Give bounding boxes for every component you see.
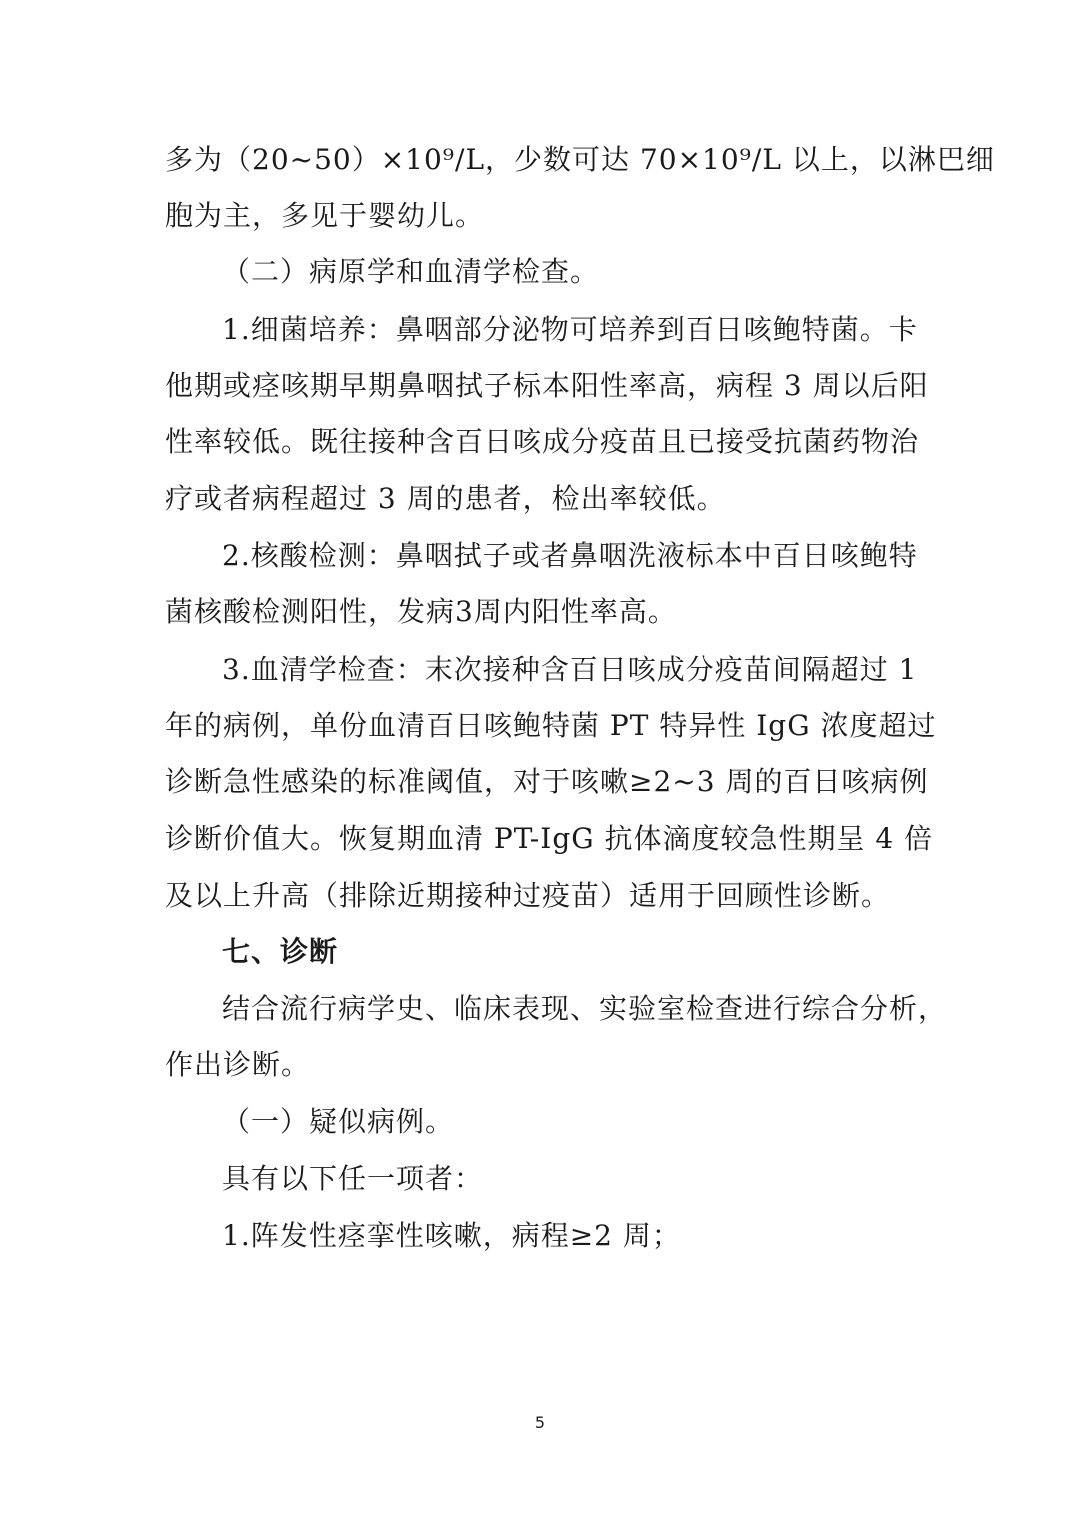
body-text-line: 疗或者病程超过 3 周的患者，检出率较低。 xyxy=(165,482,726,515)
subsection-heading: （一）疑似病例。 xyxy=(222,1105,455,1138)
body-text-line: 2.核酸检测：鼻咽拭子或者鼻咽洗液标本中百日咳鲍特 xyxy=(222,539,918,572)
body-text-line: 菌核酸检测阳性，发病3周内阳性率高。 xyxy=(165,595,677,628)
page-number: 5 xyxy=(534,1413,546,1432)
section-heading: 七、诊断 xyxy=(222,935,339,968)
body-text-line: 及以上升高（排除近期接种过疫苗）适用于回顾性诊断。 xyxy=(165,879,891,912)
body-text-line: 具有以下任一项者： xyxy=(222,1162,484,1195)
body-text-line: 作出诊断。 xyxy=(165,1048,311,1081)
body-text-line: 多为（20~50）×10⁹/L，少数可达 70×10⁹/L 以上，以淋巴细 xyxy=(165,143,995,176)
body-text-line: 1.阵发性痉挛性咳嗽，病程≥2 周； xyxy=(222,1219,681,1252)
body-text-line: 1.细菌培养：鼻咽部分泌物可培养到百日咳鲍特菌。卡 xyxy=(222,313,918,346)
body-text-line: 胞为主，多见于婴幼儿。 xyxy=(165,199,485,232)
body-text-line: 性率较低。既往接种含百日咳成分疫苗且已接受抗菌药物治 xyxy=(165,425,920,458)
body-text-line: 年的病例，单份血清百日咳鲍特菌 PT 特异性 IgG 浓度超过 xyxy=(165,709,937,742)
body-text-line: 他期或痉咳期早期鼻咽拭子标本阳性率高，病程 3 周以后阳 xyxy=(165,369,929,402)
body-text-line: 结合流行病学史、临床表现、实验室检查进行综合分析， xyxy=(222,992,948,1025)
body-text-line: 诊断急性感染的标准阈值，对于咳嗽≥2~3 周的百日咳病例 xyxy=(165,765,929,798)
subsection-heading: （二）病原学和血清学检查。 xyxy=(222,255,600,288)
body-text-line: 诊断价值大。恢复期血清 PT-IgG 抗体滴度较急性期呈 4 倍 xyxy=(165,822,934,855)
body-text-line: 3.血清学检查：末次接种含百日咳成分疫苗间隔超过 1 xyxy=(222,653,918,686)
